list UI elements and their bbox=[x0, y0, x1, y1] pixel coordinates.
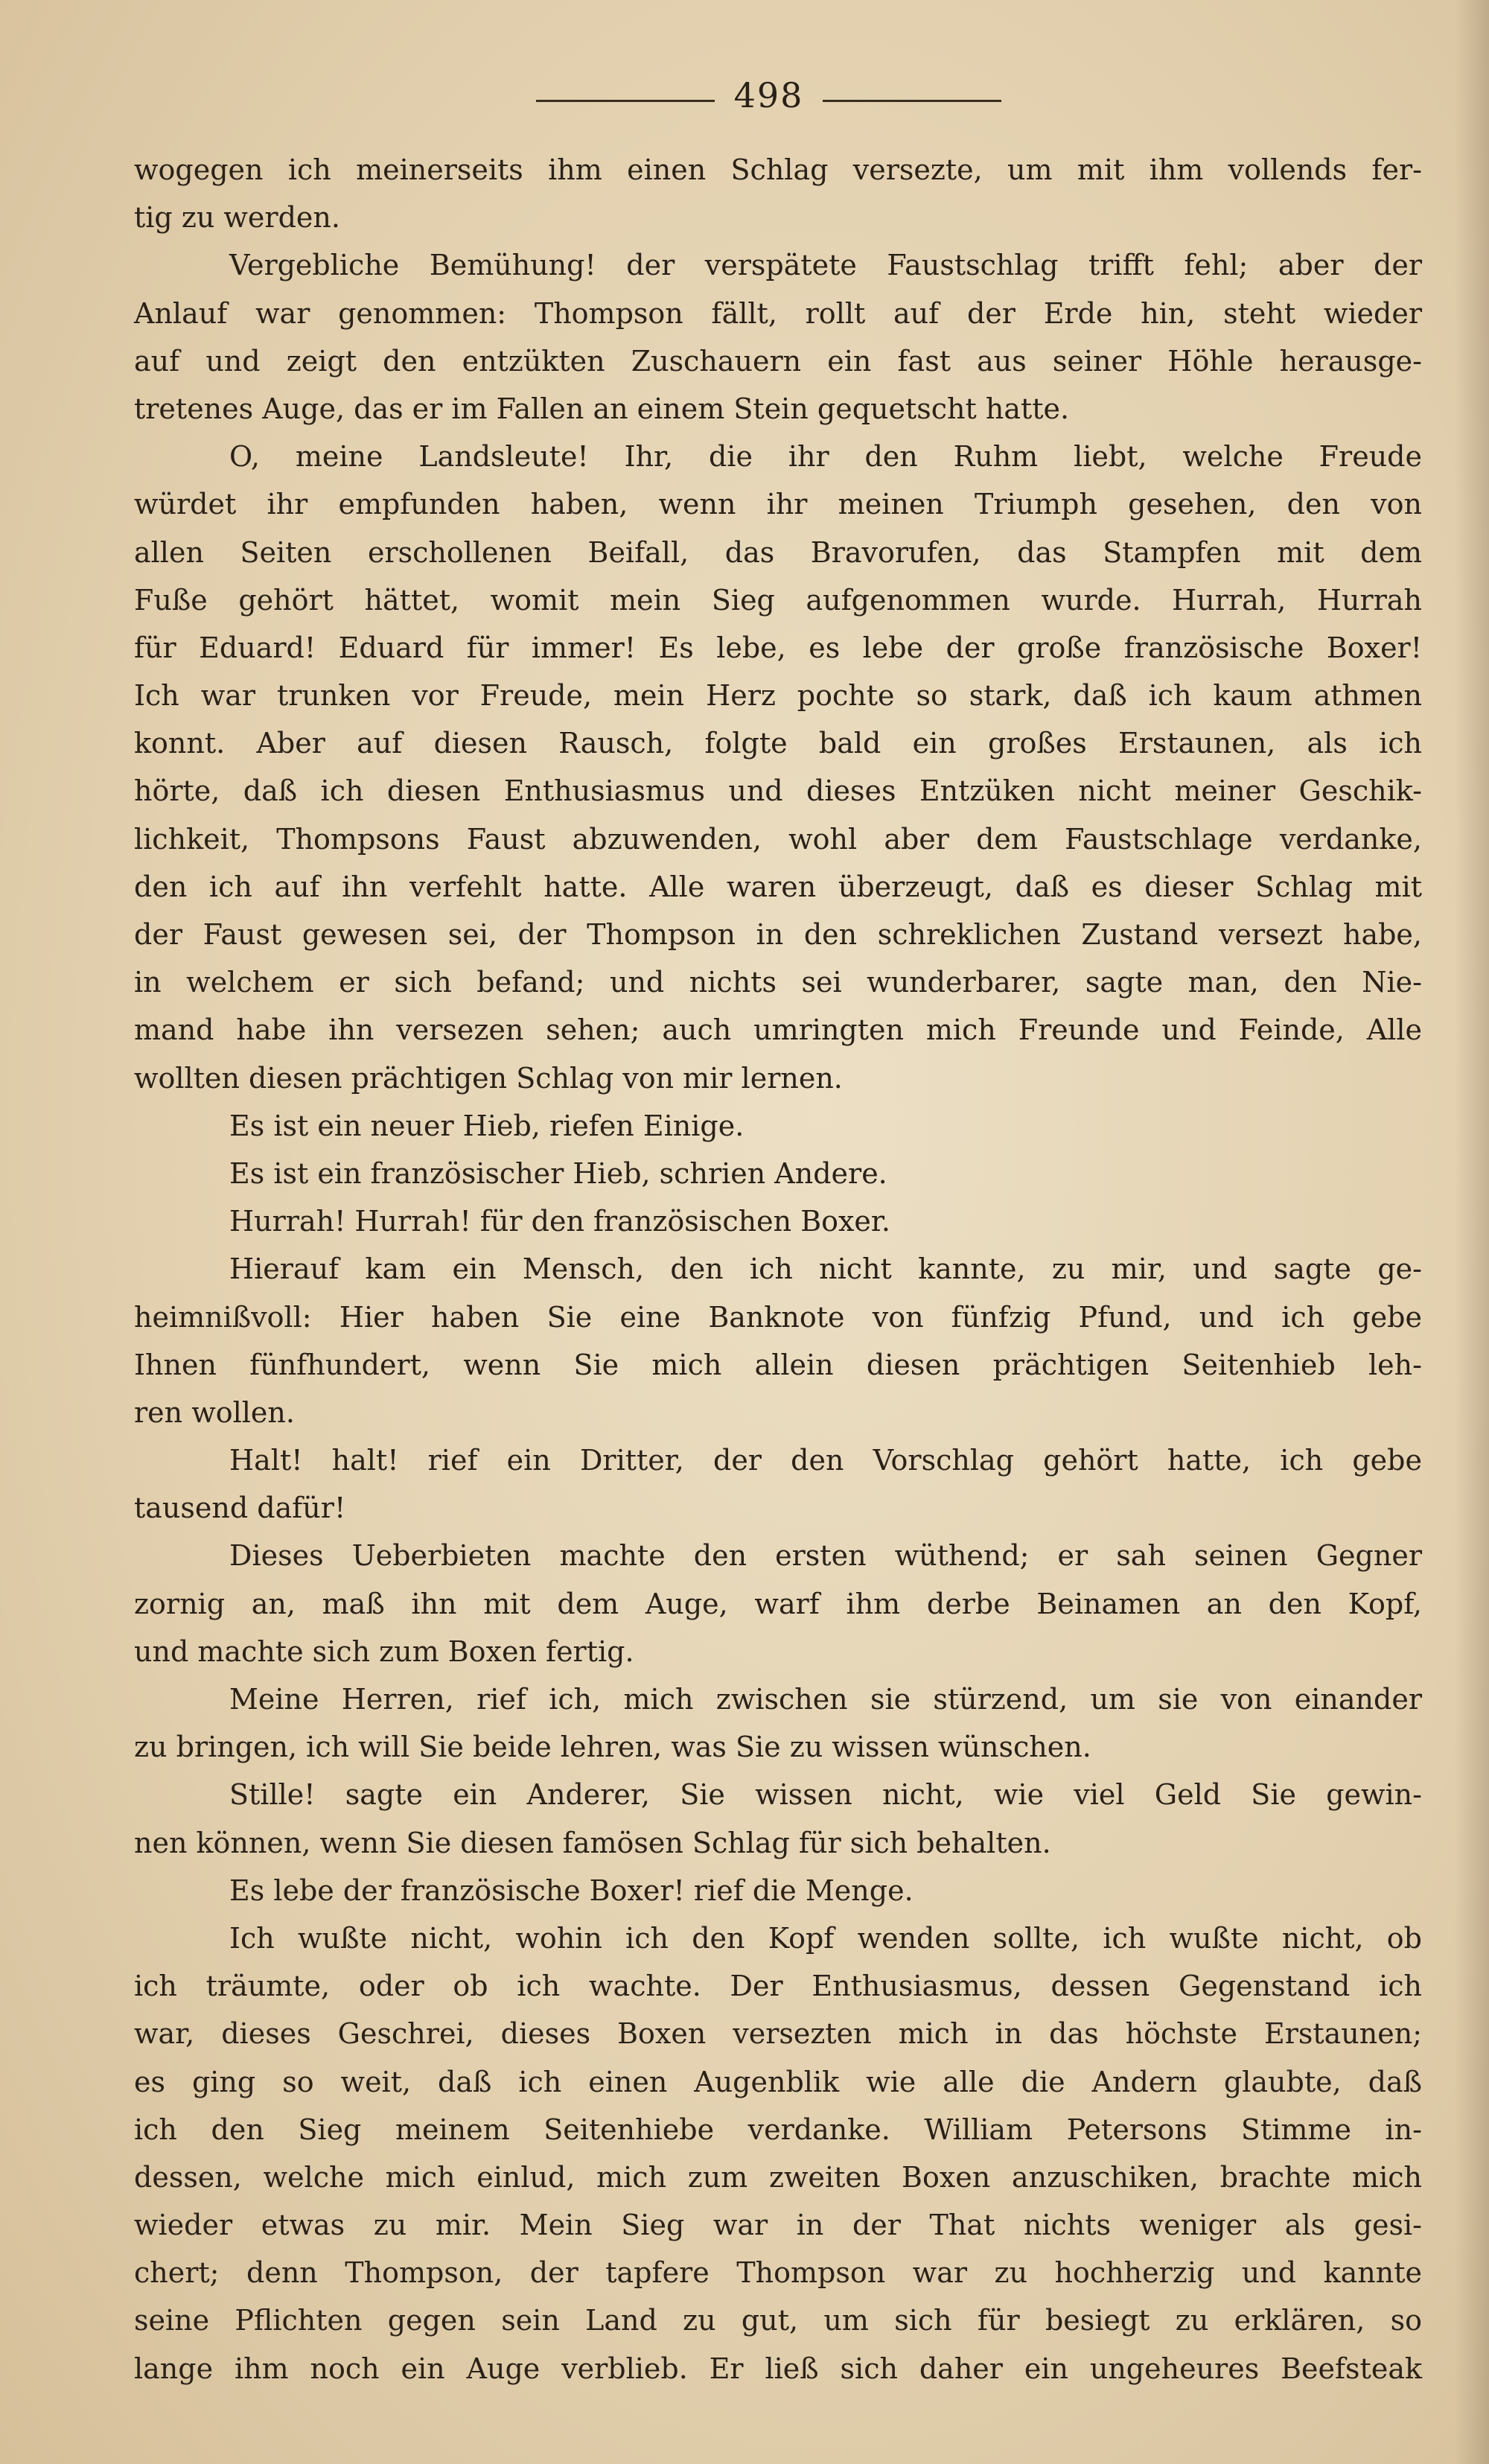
text-line: chert; denn Thompson, der tapfere Thompson war zu hochherzig und kannte bbox=[134, 2256, 1422, 2290]
text-line: Vergebliche Bemühung! der verspätete Faustschlag trifft fehl; aber der bbox=[229, 249, 1422, 282]
text-line: tig zu werden. bbox=[134, 201, 340, 235]
text-line: und machte sich zum Boxen fertig. bbox=[134, 1634, 634, 1668]
text-line: Ihnen fünfhundert, wenn Sie mich allein diesen prächtigen Seitenhieb leh- bbox=[134, 1348, 1422, 1381]
text-line: war, dieses Geschrei, dieses Boxen versezten mich in das höchste Erstaunen; bbox=[134, 2017, 1422, 2051]
text-line: würdet ihr empfunden haben, wenn ihr meinen Triumph gesehen, den von bbox=[134, 488, 1422, 521]
text-line: Halt! halt! rief ein Dritter, der den Vorschlag gehört hatte, ich gebe bbox=[229, 1444, 1422, 1477]
text-line: Meine Herren, rief ich, mich zwischen sie stürzend, um sie von einander bbox=[229, 1683, 1422, 1716]
text-line: Es lebe der französische Boxer! rief die Menge. bbox=[229, 1874, 914, 1907]
text-line: der Faust gewesen sei, der Thompson in den schreklichen Zustand versezt habe, bbox=[134, 918, 1422, 951]
text-line: Ich wußte nicht, wohin ich den Kopf wenden sollte, ich wußte nicht, ob bbox=[229, 1921, 1422, 1955]
text-line: ich träumte, oder ob ich wachte. Der Enthusiasmus, dessen Gegenstand ich bbox=[134, 1970, 1422, 2003]
text-line: zornig an, maß ihn mit dem Auge, warf ihm derbe Beinamen an den Kopf, bbox=[134, 1587, 1422, 1620]
text-line: für Eduard! Eduard für immer! Es lebe, es lebe der große französische Boxer! bbox=[134, 631, 1422, 664]
text-line: zu bringen, ich will Sie beide lehren, was Sie zu wissen wünschen. bbox=[134, 1731, 1091, 1764]
header-rule-right bbox=[823, 100, 1001, 102]
text-line: auf und zeigt den entzükten Zuschauern ein fast aus seiner Höhle herausge- bbox=[134, 344, 1422, 378]
text-line: Stille! sagte ein Anderer, Sie wissen nicht, wie viel Geld Sie gewin- bbox=[229, 1778, 1422, 1812]
text-line: wollten diesen prächtigen Schlag von mir lernen. bbox=[134, 1061, 843, 1095]
text-line: allen Seiten erschollenen Beifall, das Bravorufen, das Stampfen mit dem bbox=[134, 535, 1422, 569]
text-line: Anlauf war genommen: Thompson fällt, rollt auf der Erde hin, steht wieder bbox=[134, 296, 1422, 330]
page-edge-shadow bbox=[1455, 0, 1489, 2464]
text-line: wieder etwas zu mir. Mein Sieg war in der That nichts weniger als gesi- bbox=[134, 2209, 1422, 2242]
text-line: dessen, welche mich einlud, mich zum zweiten Boxen anzuschiken, brachte mich bbox=[134, 2160, 1422, 2194]
text-line: ich den Sieg meinem Seitenhiebe verdanke. William Petersons Stimme in- bbox=[134, 2113, 1422, 2146]
text-line: lange ihm noch ein Auge verblieb. Er ließ sich daher ein ungeheures Beefsteak bbox=[134, 2352, 1422, 2385]
page-header bbox=[0, 58, 1489, 125]
text-line: Fuße gehört hättet, womit mein Sieg aufgenommen wurde. Hurrah, Hurrah bbox=[134, 583, 1422, 617]
text-line: Es ist ein französischer Hieb, schrien Andere. bbox=[229, 1156, 887, 1190]
text-line: in welchem er sich befand; und nichts sei wunderbarer, sagte man, den Nie- bbox=[134, 966, 1422, 999]
text-line: Ich war trunken vor Freude, mein Herz pochte so stark, daß ich kaum athmen bbox=[134, 679, 1422, 713]
page-number: 498 bbox=[733, 75, 804, 115]
text-line: Es ist ein neuer Hieb, riefen Einige. bbox=[229, 1109, 744, 1142]
header-rule-left bbox=[536, 100, 715, 102]
text-line: hörte, daß ich diesen Enthusiasmus und dieses Entzüken nicht meiner Geschik- bbox=[134, 774, 1422, 808]
text-line: ren wollen. bbox=[134, 1395, 295, 1429]
text-line: den ich auf ihn verfehlt hatte. Alle waren überzeugt, daß es dieser Schlag mit bbox=[134, 870, 1422, 903]
text-line: lichkeit, Thompsons Faust abzuwenden, wohl aber dem Faustschlage verdanke, bbox=[134, 822, 1422, 856]
text-line: tausend dafür! bbox=[134, 1492, 346, 1525]
text-line: konnt. Aber auf diesen Rausch, folgte bald ein großes Erstaunen, als ich bbox=[134, 727, 1422, 760]
text-line: heimnißvoll: Hier haben Sie eine Banknote von fünfzig Pfund, und ich gebe bbox=[134, 1300, 1422, 1334]
text-line: es ging so weit, daß ich einen Augenblik wie alle die Andern glaubte, daß bbox=[134, 2065, 1422, 2098]
text-line: seine Pflichten gegen sein Land zu gut, um sich für besiegt zu erklären, so bbox=[134, 2304, 1422, 2337]
text-line: mand habe ihn versezen sehen; auch umringten mich Freunde und Feinde, Alle bbox=[134, 1013, 1422, 1047]
text-line: Hurrah! Hurrah! für den französischen Boxer. bbox=[229, 1205, 890, 1238]
text-line: nen können, wenn Sie diesen famösen Schlag für sich behalten. bbox=[134, 1826, 1051, 1859]
text-line: Dieses Ueberbieten machte den ersten wüthend; er sah seinen Gegner bbox=[229, 1539, 1422, 1573]
text-line: Hierauf kam ein Mensch, den ich nicht kannte, zu mir, und sagte ge- bbox=[229, 1252, 1422, 1286]
text-line: O, meine Landsleute! Ihr, die ihr den Ruhm liebt, welche Freude bbox=[229, 440, 1422, 474]
text-line: tretenes Auge, das er im Fallen an einem Stein gequetscht hatte. bbox=[134, 392, 1070, 425]
body-text bbox=[134, 146, 1422, 2393]
text-line: wogegen ich meinerseits ihm einen Schlag versezte, um mit ihm vollends fer- bbox=[134, 153, 1422, 186]
